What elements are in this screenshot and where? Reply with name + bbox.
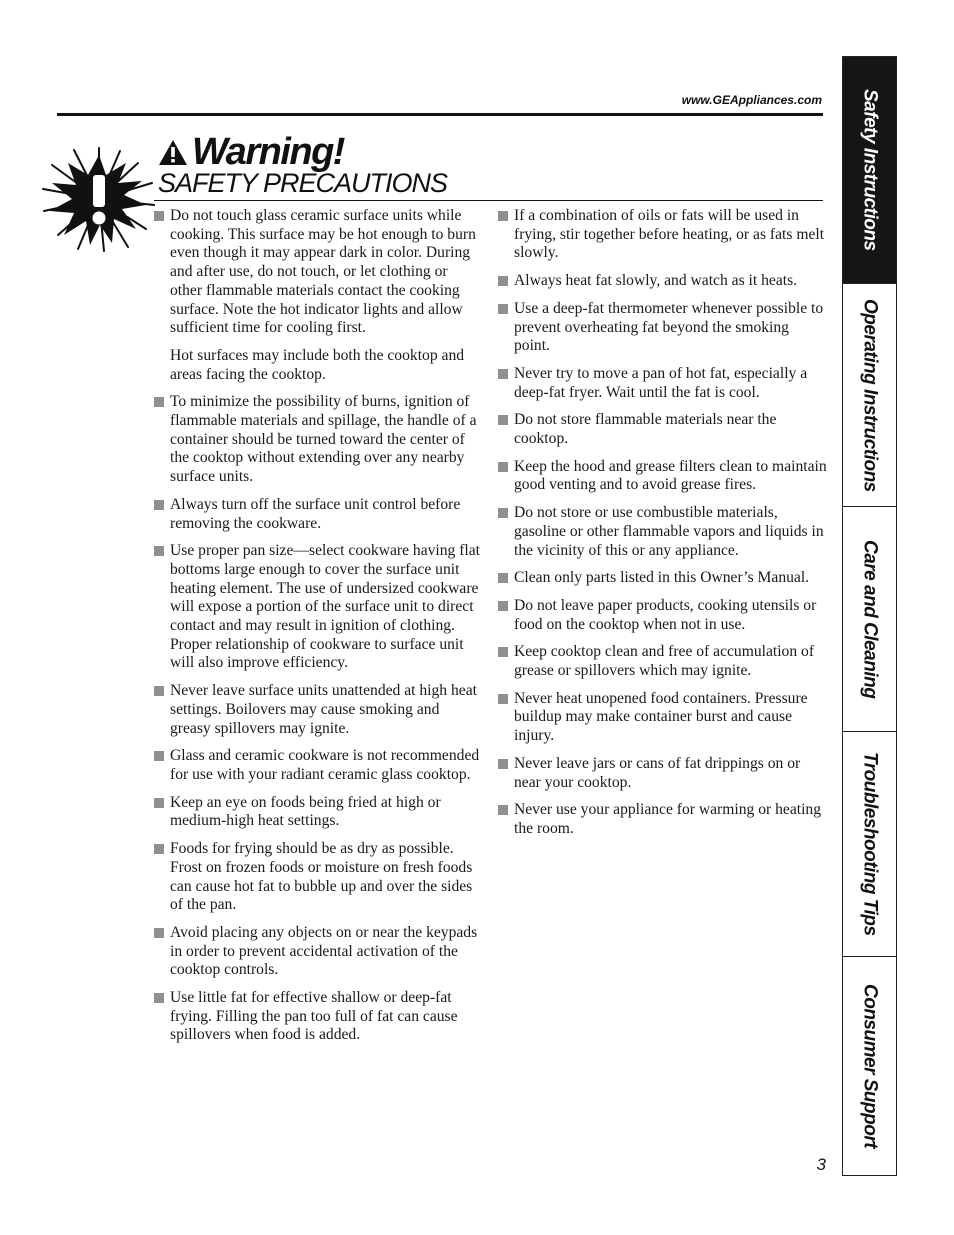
square-bullet-icon bbox=[154, 751, 164, 761]
safety-item-text: Use proper pan size—select cookware having flat bottoms large enough to cover the surface unit heating element. The use of undersized cookware will expose a portion of the surface unit to direct contact and may result in ignition of clothing. Proper relationship of cookware to surface unit will also improve efficiency. bbox=[170, 542, 481, 672]
square-bullet-icon bbox=[498, 573, 508, 583]
safety-item-text: Do not store or use combustible materials, gasoline or other flammable vapors and liquids in the vicinity of this or any appliance. bbox=[514, 504, 824, 559]
tab-label: Operating Instructions bbox=[859, 298, 881, 492]
tab-label: Consumer Support bbox=[859, 983, 881, 1149]
square-bullet-icon bbox=[154, 546, 164, 556]
safety-item bbox=[497, 458, 827, 495]
safety-item-text: Keep the hood and grease filters clean to maintain good venting and to avoid grease fires. bbox=[514, 457, 827, 494]
square-bullet-icon bbox=[498, 304, 508, 314]
safety-item-text: Do not store flammable materials near the cooktop. bbox=[514, 411, 777, 448]
warning-triangle-icon bbox=[158, 139, 188, 166]
square-bullet-icon bbox=[154, 844, 164, 854]
square-bullet-icon bbox=[154, 798, 164, 808]
safety-item bbox=[497, 207, 827, 263]
safety-item-text: Keep an eye on foods being fried at high or medium-high heat settings. bbox=[170, 793, 441, 830]
square-bullet-icon bbox=[154, 928, 164, 938]
safety-item bbox=[497, 597, 827, 634]
tab-label: Care and Cleaning bbox=[859, 539, 881, 699]
tab-label: Troubleshooting Tips bbox=[859, 752, 881, 936]
safety-item bbox=[153, 840, 483, 915]
square-bullet-icon bbox=[154, 686, 164, 696]
safety-item bbox=[153, 207, 483, 384]
tab-label: Safety Instructions bbox=[859, 89, 881, 251]
safety-item-text: Never leave jars or cans of fat drippings on or near your cooktop. bbox=[514, 754, 801, 791]
safety-item bbox=[497, 569, 827, 588]
tab-care-and-cleaning[interactable] bbox=[843, 507, 896, 732]
safety-item-text: Foods for frying should be as dry as possible. Frost on frozen foods or moisture on fresh foods can cause hot fat to bubble up and over the sides of the pan. bbox=[170, 840, 473, 914]
safety-item bbox=[153, 496, 483, 533]
square-bullet-icon bbox=[498, 647, 508, 657]
left-column bbox=[153, 207, 483, 1054]
safety-item-text: Hot surfaces may include both the cooktop and areas facing the cooktop. bbox=[170, 346, 465, 383]
safety-item-text: Never heat unopened food containers. Pressure buildup may make container burst and cause injury. bbox=[514, 689, 808, 745]
safety-item bbox=[153, 747, 483, 784]
safety-item bbox=[153, 682, 483, 738]
safety-item-text: Clean only parts listed in this Owner’s Manual. bbox=[514, 569, 810, 587]
safety-item bbox=[497, 272, 827, 291]
header-rule bbox=[57, 113, 823, 116]
safety-item bbox=[153, 989, 483, 1045]
safety-item-text: Use little fat for effective shallow or deep-fat frying. Filling the pan too full of fat can cause spillovers when food is added. bbox=[170, 989, 458, 1044]
square-bullet-icon bbox=[498, 508, 508, 518]
square-bullet-icon bbox=[154, 211, 164, 221]
square-bullet-icon bbox=[154, 993, 164, 1003]
square-bullet-icon bbox=[498, 276, 508, 286]
safety-item-text: Avoid placing any objects on or near the keypads in order to prevent accidental activation of the cooktop controls. bbox=[170, 923, 478, 979]
square-bullet-icon bbox=[498, 601, 508, 611]
safety-item bbox=[497, 365, 827, 402]
exclamation-burst-icon bbox=[40, 145, 158, 253]
page-number: 3 bbox=[816, 1155, 826, 1174]
square-bullet-icon bbox=[498, 694, 508, 704]
safety-item bbox=[497, 801, 827, 838]
safety-item-text: Do not leave paper products, cooking utensils or food on the cooktop when not in use. bbox=[514, 596, 817, 633]
tab-operating-instructions[interactable] bbox=[843, 284, 896, 507]
safety-item bbox=[497, 504, 827, 560]
safety-item bbox=[497, 690, 827, 746]
safety-item-text: Never use your appliance for warming or heating the room. bbox=[514, 801, 821, 837]
safety-item-text: If a combination of oils or fats will be used in frying, stir together before heating, or as fats melt slowly. bbox=[514, 207, 825, 262]
safety-item-text: Keep cooktop clean and free of accumulation of grease or spillovers which may ignite. bbox=[514, 643, 815, 680]
square-bullet-icon bbox=[154, 397, 164, 407]
square-bullet-icon bbox=[154, 500, 164, 510]
tab-troubleshooting-tips[interactable] bbox=[843, 732, 896, 957]
safety-item-text: Always heat fat slowly, and watch as it heats. bbox=[514, 272, 798, 290]
square-bullet-icon bbox=[498, 805, 508, 815]
safety-item bbox=[153, 542, 483, 673]
safety-item bbox=[153, 924, 483, 980]
safety-item bbox=[497, 755, 827, 792]
title-rule bbox=[154, 200, 823, 201]
square-bullet-icon bbox=[498, 462, 508, 472]
tab-safety-instructions[interactable] bbox=[843, 57, 896, 284]
safety-item bbox=[497, 300, 827, 356]
side-tab-bar bbox=[842, 56, 897, 1176]
safety-item bbox=[153, 393, 483, 487]
right-column bbox=[497, 207, 827, 848]
square-bullet-icon bbox=[498, 211, 508, 221]
safety-item-text: Never try to move a pan of hot fat, especially a deep-fat fryer. Wait until the fat is cool. bbox=[514, 364, 808, 401]
tab-consumer-support[interactable] bbox=[843, 957, 896, 1175]
warning-title-text: Warning! bbox=[192, 131, 344, 173]
square-bullet-icon bbox=[498, 415, 508, 425]
safety-item-text: Use a deep-fat thermometer whenever possible to prevent overheating fat beyond the smoking point. bbox=[514, 299, 824, 355]
safety-item bbox=[153, 794, 483, 831]
safety-item-text: To minimize the possibility of burns, ignition of flammable materials and spillage, the handle of a container should be turned toward the center of the cooktop without extending over any nearby surface units. bbox=[170, 393, 477, 486]
square-bullet-icon bbox=[498, 369, 508, 379]
safety-item bbox=[497, 643, 827, 680]
square-bullet-icon bbox=[498, 759, 508, 769]
safety-item-text: Do not touch glass ceramic surface units while cooking. This surface may be hot enough to burn even though it may appear dark in color. During and after use, do not touch, or let clothing or other flammable materials contact the cooking surface. Note the hot indicator lights and allow sufficient time for cooling first. bbox=[170, 207, 476, 337]
warning-title bbox=[158, 132, 344, 172]
safety-item bbox=[497, 411, 827, 448]
safety-item-text: Never leave surface units unattended at high heat settings. Boilovers may cause smoking and greasy spillovers may ignite. bbox=[170, 682, 477, 737]
header-url: www.GEAppliances.com bbox=[681, 93, 822, 107]
section-subtitle: SAFETY PRECAUTIONS bbox=[158, 168, 448, 198]
safety-item-text: Glass and ceramic cookware is not recommended for use with your radiant ceramic glass cooktop. bbox=[170, 747, 480, 783]
safety-item-text: Always turn off the surface unit control before removing the cookware. bbox=[170, 495, 461, 532]
